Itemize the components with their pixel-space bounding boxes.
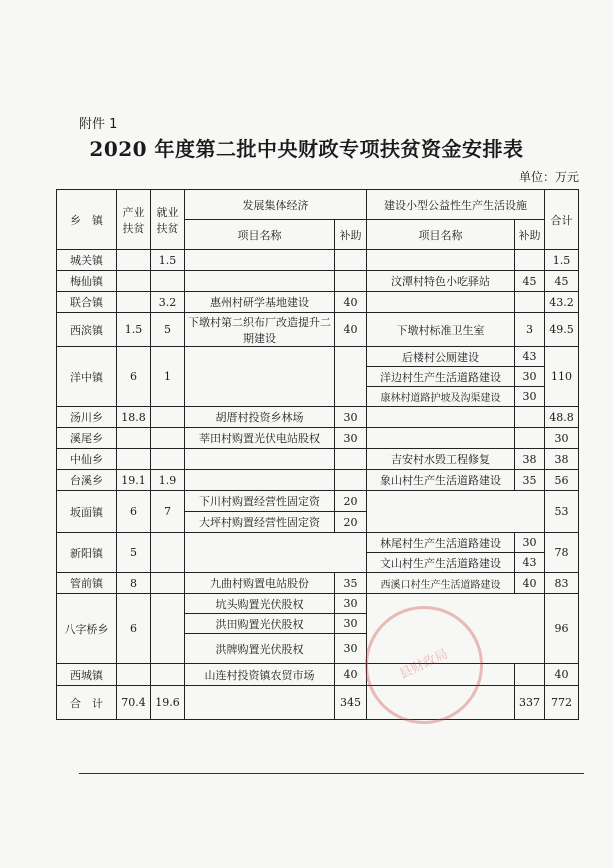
employment-cell [151,428,185,449]
employment-cell [151,664,185,686]
pub-name-cell: 汶潭村特色小吃驿站 [367,271,515,292]
col-amt-cell: 20 [335,512,367,533]
industry-cell: 8 [117,573,151,594]
col-name-cell [185,470,335,491]
employment-cell [151,594,185,664]
col-amt-cell: 35 [335,573,367,594]
col-name-cell: 下墩村第二织布厂改造提升二期建设 [185,313,335,347]
pub-amt-cell: 30 [515,367,545,387]
col-amt-cell: 30 [335,614,367,634]
pub-name-cell [367,428,515,449]
col-name-cell: 洪田购置光伏股权 [185,614,335,634]
total-cell: 56 [545,470,579,491]
total-cell: 30 [545,428,579,449]
pub-name-cell: 后楼村公厕建设 [367,347,515,367]
town-cell: 坂面镇 [57,491,117,533]
official-seal: 县财政局 [346,587,503,744]
col-amt-cell [335,449,367,470]
pub-name-cell: 康林村道路护坡及沟渠建设 [367,387,515,407]
col-name-cell [185,533,367,573]
table-row [57,271,579,292]
employment-cell: 3.2 [151,292,185,313]
industry-cell: 70.4 [117,686,151,720]
industry-cell: 18.8 [117,407,151,428]
town-cell: 联合镇 [57,292,117,313]
header-collective: 发展集体经济 [185,190,367,220]
unit-label: 单位：万元 [518,170,579,184]
pub-amt-cell [515,250,545,271]
total-cell: 1.5 [545,250,579,271]
header-col-name: 项目名称 [185,220,335,250]
industry-cell: 6 [117,594,151,664]
col-amt-cell: 20 [335,491,367,512]
industry-cell [117,271,151,292]
pub-amt-cell: 30 [515,387,545,407]
employment-cell [151,407,185,428]
pub-amt-cell [515,664,545,686]
town-cell: 八字桥乡 [57,594,117,664]
total-cell: 49.5 [545,313,579,347]
pub-name-cell [367,491,545,533]
col-name-cell [185,271,335,292]
industry-cell [117,449,151,470]
table-row [57,470,579,491]
table-row [57,533,579,553]
col-amt-cell [335,470,367,491]
pub-amt-cell [515,428,545,449]
document-title: 2020 年度第二批中央财政专项扶贫资金安排表 [89,137,524,161]
total-cell: 772 [545,686,579,720]
col-name-cell: 九曲村购置电站股份 [185,573,335,594]
table-row [57,407,579,428]
col-name-cell: 洪牌购置光伏股权 [185,634,335,664]
table-row [57,347,579,367]
pub-name-cell: 文山村生产生活道路建设 [367,553,515,573]
annex-label: 附件 1 [79,117,118,132]
pub-name-cell: 象山村生产生活道路建设 [367,470,515,491]
col-amt-cell: 40 [335,313,367,347]
col-name-cell [185,449,335,470]
employment-cell [151,533,185,573]
total-cell: 40 [545,664,579,686]
header-industry: 产业扶贫 [117,190,151,250]
total-cell: 83 [545,573,579,594]
table-row [57,250,579,271]
col-name-cell: 大坪村购置经营性固定资 [185,512,335,533]
total-cell: 53 [545,491,579,533]
employment-cell: 7 [151,491,185,533]
pub-name-cell [367,292,515,313]
town-cell: 合 计 [57,686,117,720]
employment-cell: 5 [151,313,185,347]
pub-amt-cell: 30 [515,533,545,553]
col-name-cell: 莘田村购置光伏电站股权 [185,428,335,449]
col-amt-cell: 30 [335,407,367,428]
employment-cell [151,573,185,594]
town-cell: 洋中镇 [57,347,117,407]
col-amt-cell: 30 [335,594,367,614]
town-cell: 管前镇 [57,573,117,594]
col-name-cell [185,250,335,271]
col-name-cell: 下川村购置经营性固定资 [185,491,335,512]
pub-name-cell [367,407,515,428]
header-public: 建设小型公益性生产生活设施 [367,190,545,220]
col-name-cell: 山连村投资镇农贸市场 [185,664,335,686]
header-total: 合计 [545,190,579,250]
town-cell: 新阳镇 [57,533,117,573]
pub-amt-cell: 337 [515,686,545,720]
total-cell: 45 [545,271,579,292]
industry-cell: 1.5 [117,313,151,347]
header-pub-subsidy: 补助 [515,220,545,250]
pub-amt-cell: 43 [515,347,545,367]
header-employment: 就业扶贫 [151,190,185,250]
industry-cell: 19.1 [117,470,151,491]
col-name-cell: 胡厝村投资乡林场 [185,407,335,428]
pub-amt-cell: 35 [515,470,545,491]
table-row [57,428,579,449]
town-cell: 中仙乡 [57,449,117,470]
industry-cell: 6 [117,491,151,533]
town-cell: 溪尾乡 [57,428,117,449]
col-amt-cell: 40 [335,664,367,686]
town-cell: 梅仙镇 [57,271,117,292]
table-row [57,449,579,470]
pub-name-cell: 洋边村生产生活道路建设 [367,367,515,387]
industry-cell [117,292,151,313]
employment-cell: 19.6 [151,686,185,720]
allocation-table [56,189,579,720]
town-cell: 台溪乡 [57,470,117,491]
table-row [57,491,579,512]
industry-cell [117,428,151,449]
employment-cell [151,449,185,470]
pub-amt-cell: 38 [515,449,545,470]
col-amt-cell: 40 [335,292,367,313]
col-amt-cell: 30 [335,428,367,449]
town-cell: 汤川乡 [57,407,117,428]
col-amt-cell [335,347,367,407]
pub-name-cell: 吉安村水毁工程修复 [367,449,515,470]
col-name-cell [185,686,335,720]
industry-cell: 6 [117,347,151,407]
header-row [57,190,579,220]
pub-name-cell: 西溪口村生产生活道路建设 [367,573,515,594]
total-cell: 78 [545,533,579,573]
town-cell: 城关镇 [57,250,117,271]
industry-cell [117,664,151,686]
pub-amt-cell [515,407,545,428]
col-name-cell [185,347,335,407]
employment-cell [151,271,185,292]
total-cell: 43.2 [545,292,579,313]
pub-amt-cell: 40 [515,573,545,594]
pub-amt-cell: 43 [515,553,545,573]
col-amt-cell [335,250,367,271]
pub-name-cell: 下墩村标准卫生室 [367,313,515,347]
table-row [57,594,579,614]
total-cell: 96 [545,594,579,664]
col-amt-cell: 345 [335,686,367,720]
town-cell: 西滨镇 [57,313,117,347]
col-name-cell: 坑头购置光伏股权 [185,594,335,614]
col-name-cell: 惠州村研学基地建设 [185,292,335,313]
header-pub-name: 项目名称 [367,220,515,250]
employment-cell: 1 [151,347,185,407]
pub-amt-cell: 3 [515,313,545,347]
employment-cell: 1.9 [151,470,185,491]
town-cell: 西城镇 [57,664,117,686]
total-cell: 110 [545,347,579,407]
table-row [57,664,579,686]
bottom-divider [79,773,584,774]
pub-name-cell [367,250,515,271]
industry-cell: 5 [117,533,151,573]
pub-amt-cell: 45 [515,271,545,292]
employment-cell: 1.5 [151,250,185,271]
total-cell: 48.8 [545,407,579,428]
table-row [57,573,579,594]
total-row [57,686,579,720]
pub-amt-cell [515,292,545,313]
table-row [57,292,579,313]
header-col-subsidy: 补助 [335,220,367,250]
total-cell: 38 [545,449,579,470]
pub-name-cell: 林尾村生产生活道路建设 [367,533,515,553]
col-amt-cell: 30 [335,634,367,664]
col-amt-cell [335,271,367,292]
industry-cell [117,250,151,271]
header-township: 乡 镇 [57,190,117,250]
table-row [57,313,579,347]
